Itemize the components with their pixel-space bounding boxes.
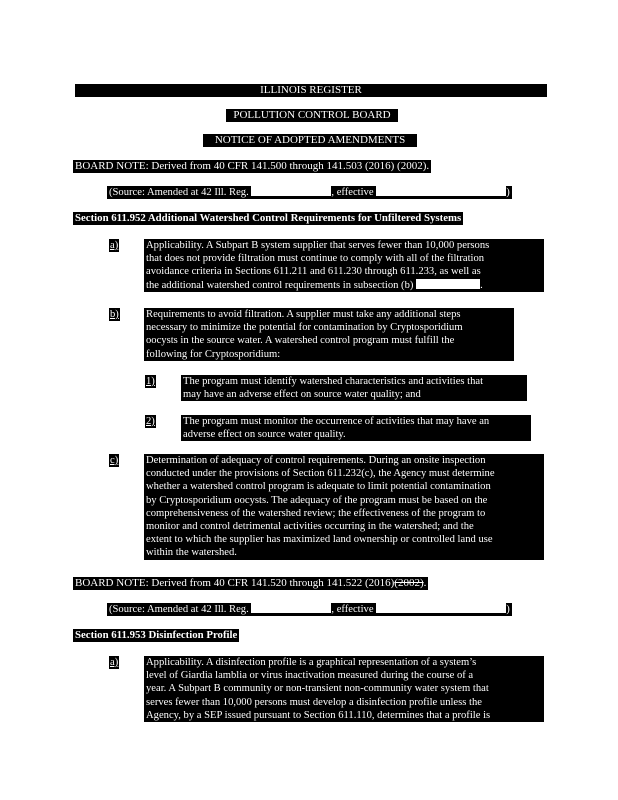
source-1-prefix: (Source: Amended at 42 Ill. Reg.	[109, 187, 249, 198]
text-line: level of Giardia lamblia or virus inactivation measured during the course of a	[146, 670, 474, 682]
text-line: whether a watershed control program is adequate to limit potential contamination	[146, 481, 491, 493]
section-952-c-text	[144, 454, 544, 560]
section-952-c-label: c)	[110, 455, 119, 466]
register-header-bar	[75, 84, 547, 97]
text-line: extent to which the supplier has maximized land ownership or controlled land use	[146, 534, 493, 546]
text-line: year. A Subpart B community or non-transient non-community water system that	[146, 683, 489, 695]
register-title: ILLINOIS REGISTER	[260, 84, 362, 96]
section-953-a-label: a)	[110, 657, 119, 668]
board-note-1	[73, 160, 431, 173]
source-note-2	[107, 603, 512, 616]
text-line: by Cryptosporidium oocysts. The adequacy of the program must be based on the	[146, 494, 488, 506]
text-line: within the watershed.	[146, 547, 237, 559]
text-line: The program must monitor the occurrence of activities that may have an	[183, 416, 490, 427]
board-note-2-text: BOARD NOTE: Derived from 40 CFR 141.520 through 141.522 (2016)	[75, 577, 395, 589]
section-952-b1-label: 1)	[146, 376, 155, 387]
text-line: Agency, by a SEP issued pursuant to Section 611.110, determines that a profile is	[146, 709, 491, 721]
section-952-a-text	[144, 239, 544, 292]
text-line: conducted under the provisions of Section 611.232(c), the Agency must determine	[146, 468, 495, 480]
text-line: serves fewer than 10,000 persons must develop a disinfection profile unless the	[146, 696, 482, 708]
notice-title: NOTICE OF ADOPTED AMENDMENTS	[203, 134, 417, 147]
source-2-reg-blank	[251, 603, 331, 613]
source-2-date-blank	[376, 603, 506, 613]
section-952-b2-label: 2)	[146, 416, 155, 427]
section-952-a-label: a)	[110, 240, 119, 251]
text-line: that does not provide filtration must continue to comply with all of the filtration	[146, 253, 485, 265]
board-note-2-end: .	[423, 577, 427, 589]
source-note-1	[107, 186, 512, 199]
source-2-effective: , effective	[331, 604, 374, 615]
source-2-close: )	[506, 604, 510, 615]
board-note-1-text: BOARD NOTE: Derived from 40 CFR 141.500 through 141.503 (2016) (2002).	[75, 160, 430, 172]
source-1-reg-blank	[251, 186, 331, 196]
text-line: following for Cryptosporidium:	[146, 348, 281, 360]
section-952-b1-text	[181, 375, 527, 401]
text-line: avoidance criteria in Sections 611.211 and 611.230 through 611.233, as well as	[146, 266, 481, 278]
board-title: POLLUTION CONTROL BOARD	[226, 109, 398, 122]
section-953-a-text	[144, 656, 544, 722]
section-953-heading: Section 611.953 Disinfection Profile	[75, 629, 238, 641]
text-line: adverse effect on source water quality.	[183, 429, 346, 441]
text-line: necessary to minimize the potential for contamination by Cryptosporidium	[146, 322, 463, 334]
text-line: Determination of adequacy of control requirements. During an onsite inspection	[146, 455, 486, 466]
text-line: the additional watershed control requirements in subsection (b) .	[146, 279, 483, 291]
section-952-b-text	[144, 308, 514, 361]
section-952-b-label: b)	[110, 309, 119, 320]
source-1-effective: , effective	[331, 187, 374, 198]
text-line: Applicability. A disinfection profile is a graphical representation of a system’s	[146, 657, 477, 668]
text-line: The program must identify watershed characteristics and activities that	[183, 376, 484, 387]
text-line: Applicability. A Subpart B system supplier that serves fewer than 10,000 persons	[146, 240, 490, 251]
text-line: Requirements to avoid filtration. A supplier must take any additional steps	[146, 309, 461, 320]
redacted-blank	[416, 279, 480, 289]
board-note-2-struck: (2002)	[394, 577, 424, 589]
text-line: oocysts in the source water. A watershed control program must fulfill the	[146, 335, 455, 347]
source-1-close: )	[506, 187, 510, 198]
text-line: monitor and control detrimental activities occurring in the watershed; and the	[146, 521, 474, 533]
text-line: comprehensiveness of the watershed review; the effectiveness of the program to	[146, 507, 486, 519]
section-952-b2-text	[181, 415, 531, 441]
board-note-2	[73, 577, 428, 590]
section-952-heading: Section 611.952 Additional Watershed Control Requirements for Unfiltered Systems	[75, 212, 462, 224]
source-2-prefix: (Source: Amended at 42 Ill. Reg.	[109, 604, 249, 615]
text-line: may have an adverse effect on source water quality; and	[183, 389, 421, 401]
source-1-date-blank	[376, 186, 506, 196]
